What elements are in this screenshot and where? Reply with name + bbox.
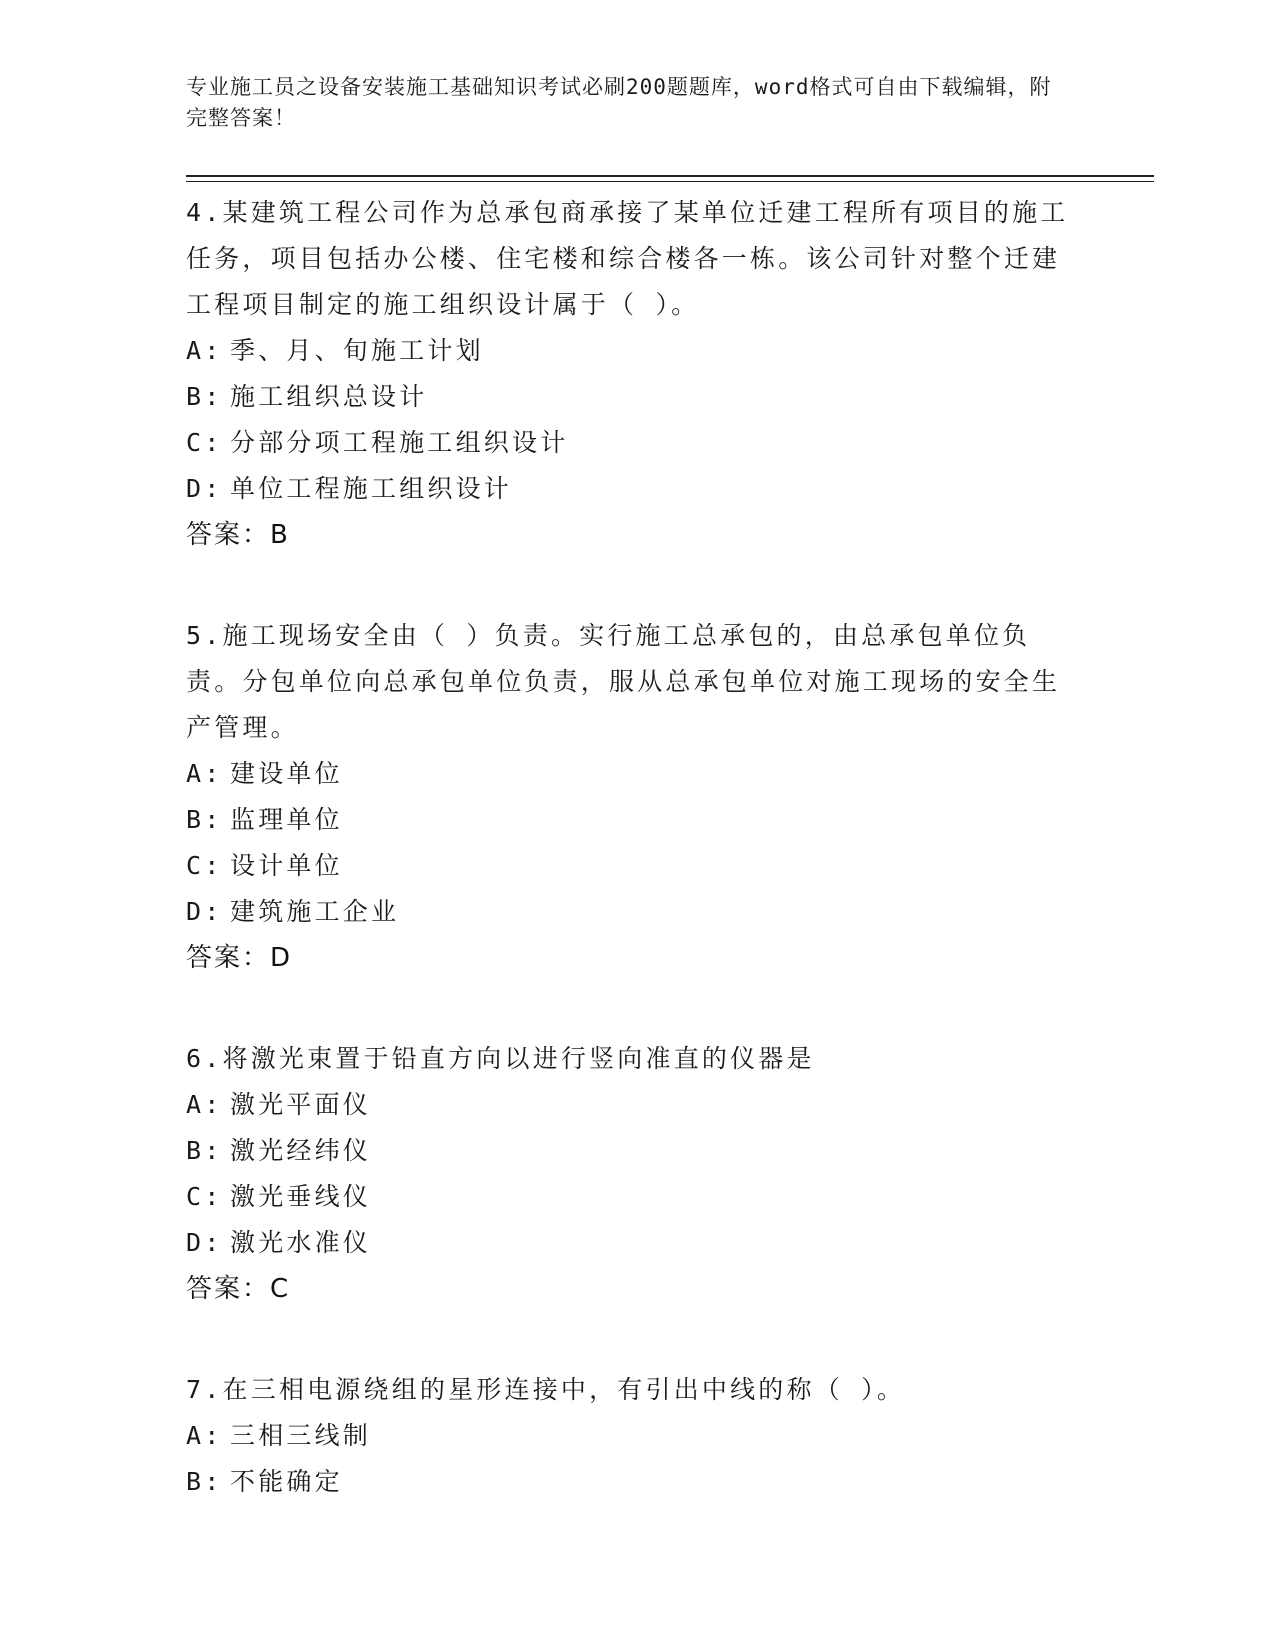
header-divider-thin xyxy=(186,181,1154,182)
option-text: 监理单位 xyxy=(230,805,343,834)
question-list xyxy=(186,190,1086,1560)
option-key: B: xyxy=(186,1467,223,1496)
option-b xyxy=(186,1128,1086,1174)
option-key: C: xyxy=(186,1182,223,1211)
option-text: 分部分项工程施工组织设计 xyxy=(230,428,569,457)
option-b xyxy=(186,374,1086,420)
option-text: 激光经纬仪 xyxy=(230,1136,372,1165)
option-text: 单位工程施工组织设计 xyxy=(230,474,513,503)
option-b xyxy=(186,1459,1086,1505)
option-a xyxy=(186,1082,1086,1128)
option-c xyxy=(186,420,1086,466)
option-text: 施工组织总设计 xyxy=(230,382,428,411)
answer-line: 答案：D xyxy=(186,943,293,973)
question-5 xyxy=(186,613,1086,981)
question-stem: 5.施工现场安全由（ ）负责。实行施工总承包的，由总承包单位负责。分包单位向总承包单位负责，服从总承包单位对施工现场的安全生产管理。 xyxy=(186,621,1061,742)
option-text: 设计单位 xyxy=(230,851,343,880)
option-key: A: xyxy=(186,1421,223,1450)
option-key: D: xyxy=(186,1228,223,1257)
option-key: D: xyxy=(186,474,223,503)
option-text: 激光垂线仪 xyxy=(230,1182,372,1211)
header-divider xyxy=(186,175,1154,177)
option-c xyxy=(186,1174,1086,1220)
option-text: 不能确定 xyxy=(230,1467,343,1496)
option-text: 激光水准仪 xyxy=(230,1228,372,1257)
option-d xyxy=(186,1220,1086,1266)
option-a xyxy=(186,751,1086,797)
answer-line: 答案：B xyxy=(186,520,290,550)
option-key: A: xyxy=(186,759,223,788)
option-text: 建筑施工企业 xyxy=(230,897,400,926)
option-text: 建设单位 xyxy=(230,759,343,788)
option-a xyxy=(186,328,1086,374)
option-text: 季、月、旬施工计划 xyxy=(230,336,484,365)
question-stem: 6.将激光束置于铅直方向以进行竖向准直的仪器是 xyxy=(186,1044,815,1073)
question-stem: 7.在三相电源绕组的星形连接中，有引出中线的称（ ）。 xyxy=(186,1375,906,1404)
option-key: B: xyxy=(186,805,223,834)
answer-line: 答案：C xyxy=(186,1274,291,1304)
option-text: 激光平面仪 xyxy=(230,1090,372,1119)
option-text: 三相三线制 xyxy=(230,1421,372,1450)
option-d xyxy=(186,889,1086,935)
question-4 xyxy=(186,190,1086,558)
option-key: C: xyxy=(186,851,223,880)
document-title: 专业施工员之设备安装施工基础知识考试必刷200题题库，word格式可自由下载编辑，附完整答案！ xyxy=(186,75,1052,130)
option-c xyxy=(186,843,1086,889)
option-key: C: xyxy=(186,428,223,457)
option-key: D: xyxy=(186,897,223,926)
option-b xyxy=(186,797,1086,843)
option-key: B: xyxy=(186,1136,223,1165)
option-key: A: xyxy=(186,336,223,365)
option-key: B: xyxy=(186,382,223,411)
option-key: A: xyxy=(186,1090,223,1119)
question-stem: 4.某建筑工程公司作为总承包商承接了某单位迁建工程所有项目的施工任务，项目包括办公楼、住宅楼和综合楼各一栋。该公司针对整个迁建工程项目制定的施工组织设计属于（ ）。 xyxy=(186,198,1069,319)
option-d xyxy=(186,466,1086,512)
question-6 xyxy=(186,1036,1086,1312)
question-7 xyxy=(186,1367,1086,1505)
option-a xyxy=(186,1413,1086,1459)
